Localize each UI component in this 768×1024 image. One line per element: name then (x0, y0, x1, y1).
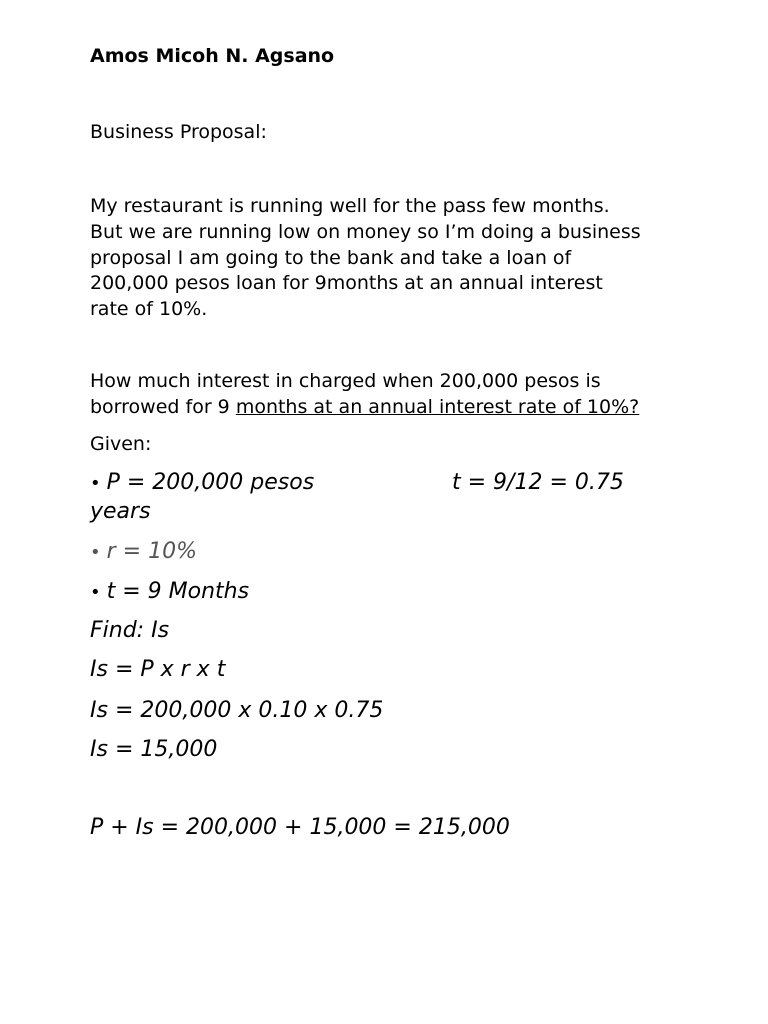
paragraph-line: 200,000 pesos loan for 9months at an annual interest (90, 272, 603, 295)
substitution-line: Is = 200,000 x 0.10 x 0.75 (90, 698, 384, 723)
bullet-icon: • (90, 542, 101, 563)
given-rate (90, 539, 197, 564)
total-line: P + Is = 200,000 + 15,000 = 215,000 (90, 815, 510, 840)
bullet-icon: • (90, 582, 101, 603)
time-unit: years (90, 499, 151, 524)
principal-text: P = 200,000 pesos (106, 470, 315, 495)
document-heading: Business Proposal: (90, 121, 267, 143)
time-computed: t = 9/12 = 0.75 (452, 470, 624, 495)
time-months-text: t = 9 Months (106, 579, 250, 604)
paragraph-line: But we are running low on money so I’m doing a business (90, 220, 641, 243)
rate-text: r = 10% (106, 539, 197, 564)
question-line (90, 395, 690, 421)
question-paragraph (90, 369, 690, 421)
given-time-months (90, 579, 249, 604)
result-line: Is = 15,000 (90, 737, 218, 762)
paragraph-line: My restaurant is running well for the pass few months. (90, 195, 610, 217)
given-principal (90, 470, 314, 495)
proposal-paragraph (90, 194, 690, 323)
formula-line: Is = P x r x t (90, 657, 226, 682)
bullet-icon: • (90, 473, 101, 494)
paragraph-line: rate of 10%. (90, 298, 208, 321)
question-line: How much interest in charged when 200,000 pesos is (90, 370, 601, 392)
find-line: Find: Is (90, 618, 170, 643)
paragraph-line: proposal I am going to the bank and take a loan of (90, 246, 572, 269)
author-name: Amos Micoh N. Agsano (90, 45, 335, 67)
question-plain-text: borrowed for 9 (90, 395, 236, 418)
question-underlined-text: months at an annual interest rate of 10%? (235, 395, 640, 418)
given-label: Given: (90, 433, 152, 455)
